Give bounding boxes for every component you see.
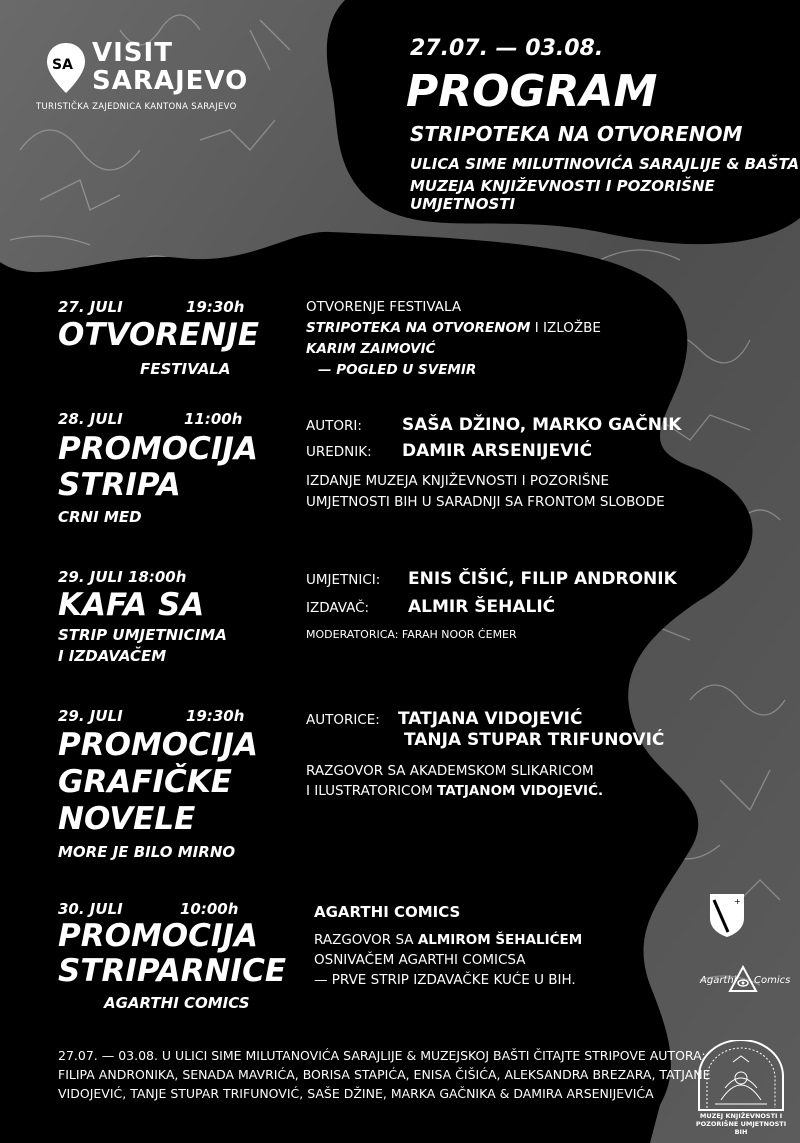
role-label: UMJETNICI:	[306, 572, 381, 588]
svg-text:+: +	[734, 897, 741, 906]
footer-line: 27.07. — 03.08. U ULICI SIME MILUTANOVIĆA SARAJLIJE & MUZEJSKOJ BAŠTI ČITAJTE STRIPOVE AUTORA:	[58, 1048, 706, 1063]
event-subtitle: I IZDAVAČEM	[58, 647, 167, 665]
logo-subtitle: TURISTIČKA ZAJEDNICA KANTONA SARAJEVO	[36, 102, 237, 112]
event-title: GRAFIČKE	[58, 764, 232, 800]
visit-sarajevo-logo	[36, 38, 286, 118]
role-names: ENIS ČIŠIĆ, FILIP ANDRONIK	[408, 569, 677, 589]
role-label: IZDAVAČ:	[306, 600, 370, 616]
museum-label-line2: POZORIŠNE UMJETNOSTI BIH	[695, 1120, 787, 1136]
event-desc-line: — POGLED U SVEMIR	[318, 362, 477, 378]
map-pin-icon	[46, 42, 86, 94]
role-names: ALMIR ŠEHALIĆ	[408, 597, 556, 617]
museum-label	[693, 1112, 789, 1136]
event-date: 29. JULI	[58, 707, 123, 725]
role-label: UREDNIK:	[306, 444, 372, 460]
event-subtitle: MORE JE BILO MIRNO	[58, 843, 236, 861]
event-time: 19:30h	[186, 298, 245, 316]
event-subtitle: FESTIVALA	[140, 360, 231, 378]
museum-logo	[693, 1040, 789, 1136]
event-title: PROMOCIJA	[58, 431, 258, 467]
event-heading: AGARTHI COMICS	[314, 903, 461, 921]
comics-label: Comics	[754, 975, 791, 986]
museum-label-line1: MUZEJ KNJIŽEVNOSTI I	[699, 1112, 783, 1120]
event-subtitle: AGARTHI COMICS	[104, 994, 250, 1012]
event-note: IZDANJE MUZEJA KNJIŽEVNOSTI I POZORIŠNE	[306, 473, 610, 489]
event-subtitle: STRIP UMJETNICIMA	[58, 626, 227, 644]
footer-authors	[58, 1046, 711, 1103]
role-names: DAMIR ARSENIJEVIĆ	[402, 441, 593, 461]
event-title: NOVELE	[58, 801, 196, 837]
event-note: I ILUSTRATORICOM TATJANOM VIDOJEVIĆ.	[306, 783, 604, 799]
agarthi-comics-logo	[700, 965, 790, 1015]
event-title: STRIPARNICE	[58, 953, 287, 989]
event-title: PROMOCIJA	[58, 918, 258, 954]
event-time: 11:00h	[184, 410, 243, 428]
event-subtitle: CRNI MED	[58, 508, 142, 526]
event-time: 18:00h	[128, 568, 187, 586]
logo-badge: SA	[52, 57, 73, 73]
event-date: 30. JULI	[58, 900, 123, 918]
museum-emblem-icon	[693, 1040, 789, 1112]
header-subtitle: STRIPOTEKA NA OTVORENOM	[410, 122, 743, 146]
header-location-line1: ULICA SIME MILUTINOVIĆA SARAJLIJE & BAŠTA	[410, 155, 800, 173]
event-note: OSNIVAČEM AGARTHI COMICSA	[314, 952, 526, 968]
header-location-line2: MUZEJA KNJIŽEVNOSTI I POZORIŠNE UMJETNOSTI	[410, 177, 715, 213]
event-time: 19:30h	[186, 707, 245, 725]
footer-line: VIDOJEVIĆ, TANJE STUPAR TRIFUNOVIĆ, SAŠE DŽINE, MARKA GAČNIKA & DAMIRA ARSENIJEVIĆA	[58, 1086, 654, 1101]
role-label: AUTORICE:	[306, 712, 380, 728]
logo-line1: VISIT	[92, 38, 173, 68]
event-date: 27. JULI	[58, 298, 123, 316]
event-time: 10:00h	[180, 900, 239, 918]
event-note: RAZGOVOR SA ALMIROM ŠEHALIĆEM	[314, 932, 583, 948]
role-names: TANJA STUPAR TRIFUNOVIĆ	[404, 730, 665, 750]
role-names: TATJANA VIDOJEVIĆ	[398, 709, 583, 729]
crest-logo	[708, 892, 746, 938]
event-note: UMJETNOSTI BIH U SARADNJI SA FRONTOM SLOBODE	[306, 494, 665, 510]
event-title: KAFA SA	[58, 587, 205, 623]
event-note: — PRVE STRIP IZDAVAČKE KUĆE U BIH.	[314, 972, 576, 988]
role-label: AUTORI:	[306, 418, 362, 434]
event-title: STRIPA	[58, 467, 181, 503]
header-dates: 27.07. — 03.08.	[410, 36, 604, 61]
moderator: MODERATORICA: FARAH NOOR ĆEMER	[306, 628, 517, 641]
page-title: PROGRAM	[406, 66, 658, 117]
event-date: 29. JULI	[58, 568, 123, 586]
event-desc-line: OTVORENJE FESTIVALA	[306, 299, 462, 315]
logo-line2: SARAJEVO	[92, 66, 249, 96]
event-desc-line: STRIPOTEKA NA OTVORENOM I IZLOŽBE	[306, 320, 601, 336]
event-desc-line: KARIM ZAIMOVIĆ	[306, 341, 436, 357]
event-date: 28. JULI	[58, 410, 123, 428]
event-title: OTVORENJE	[58, 317, 260, 353]
agarthi-label: Agarthi	[700, 975, 737, 986]
footer-line: FILIPA ANDRONIKA, SENADA MAVRIĆA, BORISA STAPIĆA, ENISA ČIŠIĆA, ALEKSANDRA BREZARA, TATJANE	[58, 1067, 711, 1082]
event-title: PROMOCIJA	[58, 727, 258, 763]
role-names: SAŠA DŽINO, MARKO GAČNIK	[402, 415, 682, 435]
event-note: RAZGOVOR SA AKADEMSKOM SLIKARICOM	[306, 763, 594, 779]
